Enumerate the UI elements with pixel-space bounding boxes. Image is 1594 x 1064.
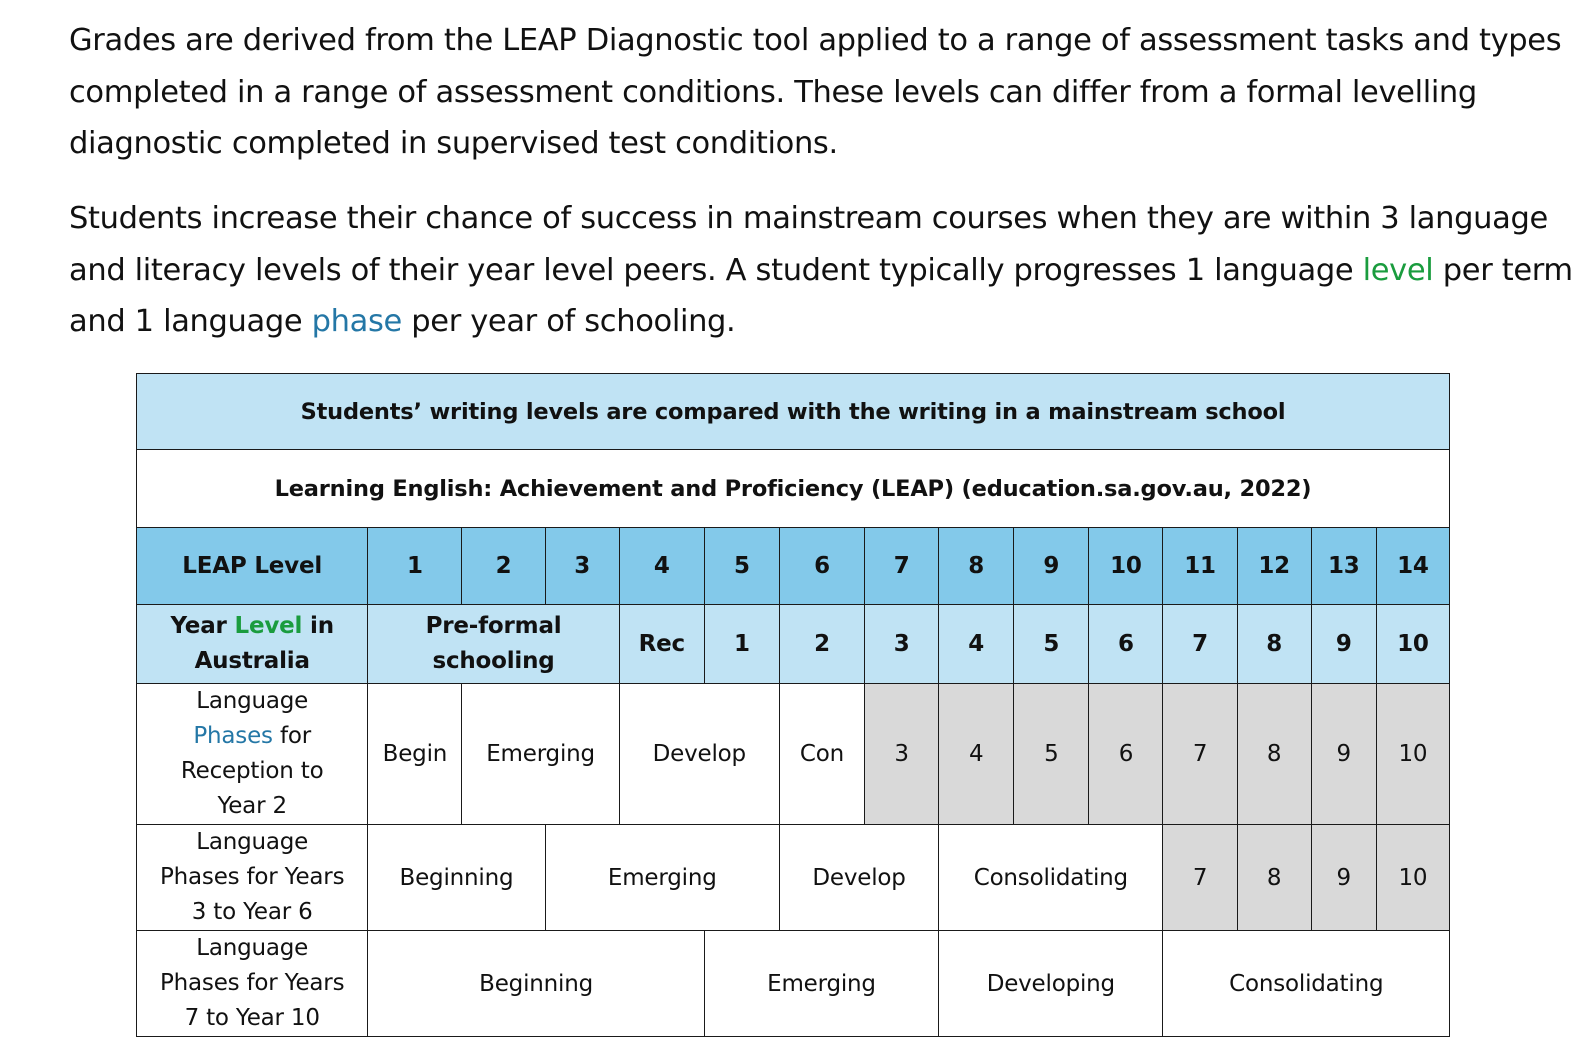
leap-level-row (137, 528, 1450, 605)
year-level-cell: 1 (704, 605, 779, 684)
year-level-cell: 5 (1014, 605, 1089, 684)
phase-cell: Emerging (462, 684, 619, 825)
phase-cell: Begin (368, 684, 462, 825)
intro-paragraph-2 (69, 193, 1579, 348)
year-level-header: Year Level in Australia (137, 605, 368, 684)
phase-cell: 4 (939, 684, 1014, 825)
year-level-cell: 4 (939, 605, 1014, 684)
intro-paragraph-2-text: Students increase their chance of success in mainstream courses when they are within 3 language and literacy levels of their year level peers. A student typically progresses 1 language (69, 201, 1548, 288)
leap-level-cell: 4 (619, 528, 704, 605)
year-level-cell: 2 (779, 605, 864, 684)
intro-paragraph-1-text: Grades are derived from the LEAP Diagnostic tool applied to a range of assessment tasks and types completed in a range of assessment conditions. These levels can differ from a formal levelling diagnostic completed in supervised test conditions. (69, 23, 1562, 161)
phase-cell: Consolidating (939, 825, 1163, 931)
year-level-row (137, 605, 1450, 684)
leap-level-cell: 6 (779, 528, 864, 605)
phases-reception-year2-row (137, 684, 1450, 825)
phase-cell: 9 (1311, 825, 1376, 931)
leap-level-header: LEAP Level (137, 528, 368, 605)
year-level-cell: 10 (1376, 605, 1449, 684)
level-word: Level (234, 613, 303, 639)
intro-paragraph-1 (69, 15, 1579, 170)
phase-cell: 5 (1014, 684, 1089, 825)
year-level-rec: Rec (619, 605, 704, 684)
phase-cell: Developing (939, 931, 1163, 1037)
phase-cell: Beginning (368, 931, 704, 1037)
phases-reception-year2-header: Language Phases for Reception to Year 2 (137, 684, 368, 825)
phases-years7-10-row (137, 931, 1450, 1037)
intro-paragraph-2-end: per year of schooling. (401, 304, 736, 339)
phase-cell: Con (779, 684, 864, 825)
leap-level-cell: 7 (865, 528, 939, 605)
phase-cell: 6 (1089, 684, 1163, 825)
phase-cell: 10 (1376, 825, 1449, 931)
phase-cell: 7 (1163, 825, 1237, 931)
phases-years3-6-header: Language Phases for Years 3 to Year 6 (137, 825, 368, 931)
year-level-cell: 7 (1163, 605, 1237, 684)
leap-comparison-table (136, 373, 1450, 1037)
leap-level-cell: 3 (545, 528, 619, 605)
year-level-cell: 3 (865, 605, 939, 684)
phase-cell: Emerging (545, 825, 779, 931)
table-title-row (137, 374, 1450, 450)
leap-level-cell: 14 (1376, 528, 1449, 605)
table-title: Students’ writing levels are compared with the writing in a mainstream school (137, 374, 1450, 450)
leap-level-cell: 13 (1311, 528, 1376, 605)
phase-cell: 7 (1163, 684, 1237, 825)
phase-word: phase (311, 304, 402, 339)
phase-cell: 10 (1376, 684, 1449, 825)
leap-level-cell: 5 (704, 528, 779, 605)
year-level-preformal: Pre-formal schooling (368, 605, 619, 684)
phases-word: Phases (193, 723, 273, 749)
leap-level-cell: 1 (368, 528, 462, 605)
leap-level-cell: 11 (1163, 528, 1237, 605)
phase-cell: 9 (1311, 684, 1376, 825)
intro-paragraph-2-middle: per term and 1 language (69, 252, 1573, 339)
level-word: level (1362, 252, 1434, 288)
phase-cell: Develop (779, 825, 938, 931)
table-source-row (137, 450, 1450, 528)
phase-cell: Develop (619, 684, 779, 825)
year-level-cell: 8 (1237, 605, 1311, 684)
phases-years7-10-header: Language Phases for Years 7 to Year 10 (137, 931, 368, 1037)
leap-level-cell: 2 (462, 528, 545, 605)
leap-level-cell: 10 (1089, 528, 1163, 605)
phase-cell: Beginning (368, 825, 545, 931)
leap-level-cell: 9 (1014, 528, 1089, 605)
leap-level-cell: 12 (1237, 528, 1311, 605)
table-source: Learning English: Achievement and Proficiency (LEAP) (education.sa.gov.au, 2022) (137, 450, 1450, 528)
phases-years3-6-row (137, 825, 1450, 931)
leap-level-cell: 8 (939, 528, 1014, 605)
phase-cell: 3 (865, 684, 939, 825)
phase-cell: 8 (1237, 684, 1311, 825)
year-level-cell: 6 (1089, 605, 1163, 684)
year-level-cell: 9 (1311, 605, 1376, 684)
phase-cell: 8 (1237, 825, 1311, 931)
phase-cell: Consolidating (1163, 931, 1450, 1037)
phase-cell: Emerging (704, 931, 938, 1037)
